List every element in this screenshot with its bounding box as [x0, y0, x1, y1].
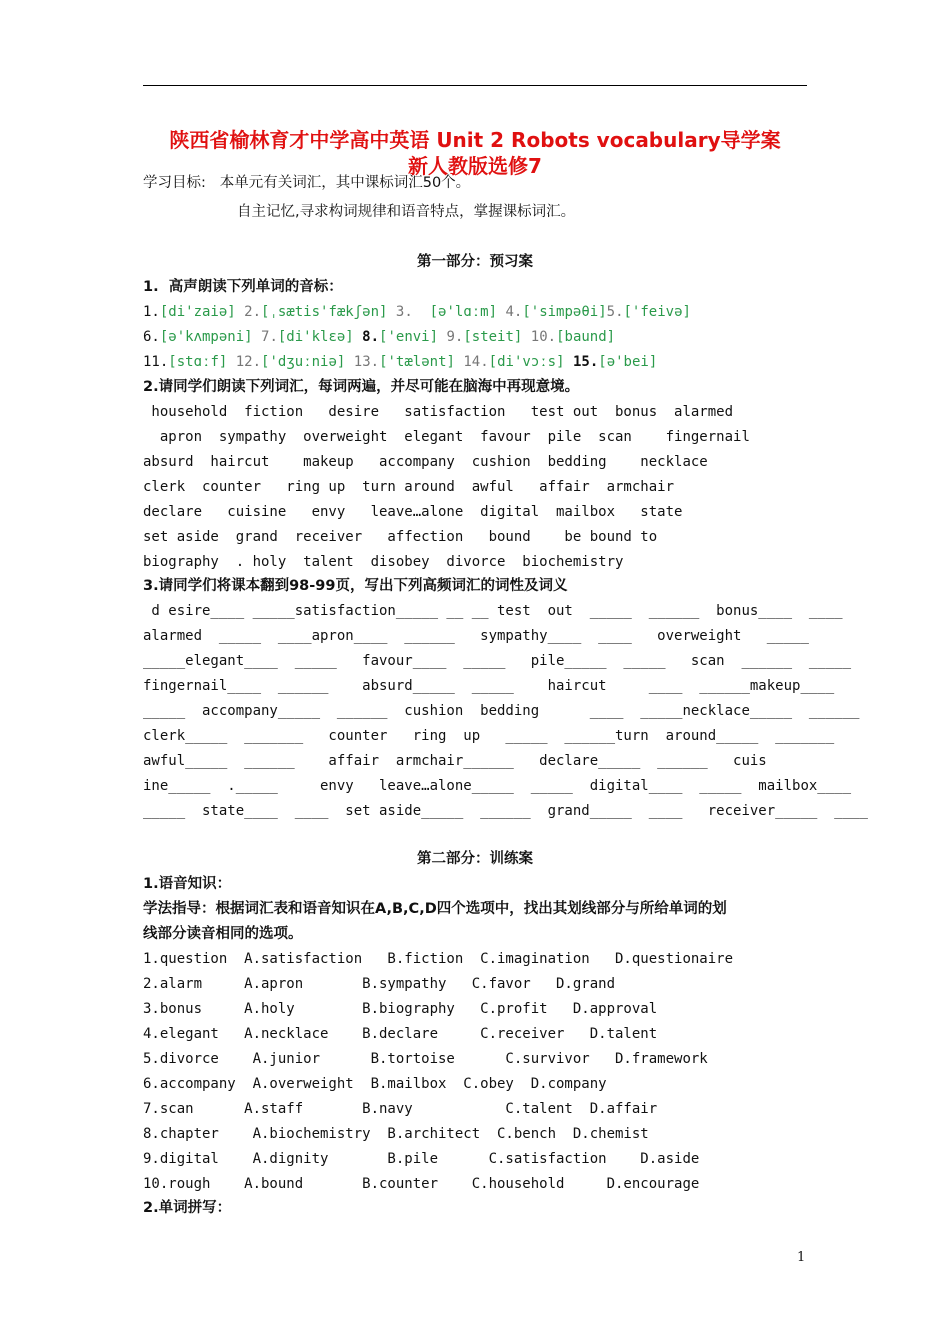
word-row: set aside grand receiver affection bound be bound to [143, 529, 658, 545]
word-row: apron sympathy overweight elegant favour pile scan fingernail [143, 429, 750, 445]
part1-heading: 第一部分：预习案 [417, 254, 533, 270]
blank-row: _____ accompany_____ ______ cushion bedding ____ _____necklace_____ ______ [143, 703, 860, 719]
page-subtitle: 新人教版选修7 [408, 154, 542, 178]
mc-question: 8.chapter A.biochemistry B.architect C.bench D.chemist [143, 1126, 649, 1142]
goal-label: 学习目标: [143, 175, 206, 191]
mc-question: 6.accompany A.overweight B.mailbox C.obey D.company [143, 1076, 607, 1092]
blank-row: awful_____ ______ affair armchair______ declare_____ ______ cuis [143, 753, 767, 769]
mc-question: 4.elegant A.necklace B.declare C.receiver D.talent [143, 1026, 658, 1042]
page-number: 1 [797, 1250, 806, 1265]
part2-heading: 第二部分：训练案 [417, 851, 533, 867]
word-row: biography . holy talent disobey divorce biochemistry [143, 554, 624, 570]
goal-text-1: 本单元有关词汇，其中课标词汇50个。 [219, 175, 471, 191]
page-title: 陕西省榆林育才中学高中英语 Unit 2 Robots vocabulary导学案 [169, 128, 781, 152]
blank-row: clerk_____ _______ counter ring up _____ ______turn around_____ _______ [143, 728, 835, 744]
blank-row: ine_____ ._____ envy leave…alone_____ _____ digital____ _____ mailbox____ [143, 778, 852, 794]
mc-question: 10.rough A.bound B.counter C.household D.encourage [143, 1176, 700, 1192]
phonetic-row-1: 1.[di'zaiə] 2.[ˌsætis'fækʃən] 3. [ə'lɑːm] 4.['simpəθi]5.['feivə] [143, 304, 691, 320]
mc-question: 3.bonus A.holy B.biography C.profit D.approval [143, 1001, 658, 1017]
q3-heading: 3.请同学们将课本翻到98-99页，写出下列高频词汇的词性及词义 [143, 578, 568, 594]
mc-question: 2.alarm A.apron B.sympathy C.favor D.grand [143, 976, 616, 992]
mc-question: 7.scan A.staff B.navy C.talent D.affair [143, 1101, 658, 1117]
section1-heading: 1.语音知识： [143, 876, 232, 892]
phonetic-row-2: 6.[ə'kʌmpəni] 7.[di'klɛə] 8.['envi] 9.[steit] 10.[baund] [143, 329, 616, 345]
top-rule [143, 85, 807, 86]
blank-row: fingernail____ ______ absurd_____ _____ haircut ____ ______makeup____ [143, 678, 835, 694]
word-row: household fiction desire satisfaction test out bonus alarmed [143, 404, 734, 420]
blank-row: _____elegant____ _____ favour____ _____ pile_____ _____ scan ______ _____ [143, 653, 852, 669]
word-row: absurd haircut makeup accompany cushion bedding necklace [143, 454, 708, 470]
word-row: declare cuisine envy leave…alone digital mailbox state [143, 504, 683, 520]
method-line-2: 线部分读音相同的选项。 [143, 926, 303, 942]
goal-line-1 [143, 173, 813, 193]
blank-row: d esire____ _____satisfaction_____ __ __ test out _____ ______ bonus____ ____ [143, 603, 843, 619]
q1-heading: 1. 高声朗读下列单词的音标： [143, 279, 343, 295]
word-row: clerk counter ring up turn around awful affair armchair [143, 479, 675, 495]
section2-heading: 2.单词拼写： [143, 1200, 232, 1216]
mc-question: 5.divorce A.junior B.tortoise C.survivor D.framework [143, 1051, 708, 1067]
method-line-1: 学法指导：根据词汇表和语音知识在A,B,C,D四个选项中，找出其划线部分与所给单词的划 [143, 901, 727, 917]
blank-row: alarmed _____ ____apron____ ______ sympathy____ ____ overweight _____ [143, 628, 809, 644]
goal-line-2: 自主记忆,寻求构词规律和语音特点，掌握课标词汇。 [237, 204, 576, 220]
phonetic-row-3: 11.[stɑːf] 12.['dʒuːniə] 13.['tælənt] 14.[di'vɔːs] 15.[ə'bei] [143, 354, 658, 370]
mc-question: 1.question A.satisfaction B.fiction C.imagination D.questionaire [143, 951, 734, 967]
q2-heading: 2.请同学们朗读下列词汇，每词两遍，并尽可能在脑海中再现意境。 [143, 379, 580, 395]
mc-question: 9.digital A.dignity B.pile C.satisfaction D.aside [143, 1151, 700, 1167]
blank-row: _____ state____ ____ set aside_____ ______ grand_____ ____ receiver_____ ____ [143, 803, 868, 819]
